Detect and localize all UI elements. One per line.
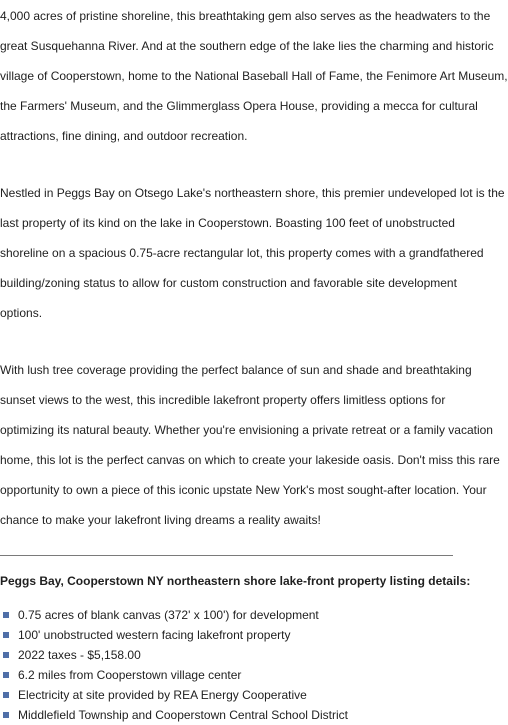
list-item-text: 100' unobstructed western facing lakefront property	[18, 627, 291, 642]
text-line: shoreline on a spacious 0.75-acre rectangular lot, this property comes with a grandfathered	[0, 246, 484, 260]
text-line: home, this lot is the perfect canvas on which to create your lakeside oasis. Don't miss this rare	[0, 453, 500, 467]
description-paragraph-1	[0, 0, 508, 159]
list-item	[0, 645, 453, 665]
text-line: With lush tree coverage providing the perfect balance of sun and shade and breathtaking	[0, 363, 472, 377]
list-item	[0, 665, 453, 685]
text-line: Nestled in Peggs Bay on Otsego Lake's northeastern shore, this premier undeveloped lot is the	[0, 186, 505, 200]
text-line: sunset views to the west, this incredible lakefront property offers limitless options for	[0, 393, 446, 407]
square-bullet-icon	[3, 692, 9, 698]
list-item-text: 6.2 miles from Cooperstown village center	[18, 667, 242, 682]
list-item	[0, 605, 453, 625]
text-line: options.	[0, 306, 43, 320]
description-paragraph-2	[0, 171, 505, 336]
text-line: great Susquehanna River. And at the southern edge of the lake lies the charming and historic	[0, 39, 494, 53]
description-paragraph-3	[0, 348, 500, 543]
list-item-text: 2022 taxes - $5,158.00	[18, 647, 141, 662]
square-bullet-icon	[3, 652, 9, 658]
square-bullet-icon	[3, 632, 9, 638]
list-item-text: Middlefield Township and Cooperstown Central School District	[18, 707, 348, 722]
square-bullet-icon	[3, 712, 9, 718]
text-line: attractions, fine dining, and outdoor recreation.	[0, 129, 248, 143]
list-item	[0, 685, 453, 705]
list-item	[0, 705, 453, 725]
text-line: optimizing its natural beauty. Whether you're envisioning a private retreat or a family vacation	[0, 423, 493, 437]
list-item	[0, 625, 453, 645]
details-list	[0, 605, 453, 725]
text-line: the Farmers' Museum, and the Glimmerglass Opera House, providing a mecca for cultural	[0, 99, 478, 113]
text-line: chance to make your lakefront living dreams a reality awaits!	[0, 513, 321, 527]
square-bullet-icon	[3, 612, 9, 618]
list-item-text: 0.75 acres of blank canvas (372' x 100') for development	[18, 607, 319, 622]
square-bullet-icon	[3, 672, 9, 678]
text-line: 4,000 acres of pristine shoreline, this breathtaking gem also serves as the headwaters to the	[0, 9, 491, 23]
list-item-text: Electricity at site provided by REA Energy Cooperative	[18, 687, 307, 702]
section-divider	[0, 555, 453, 556]
text-line: village of Cooperstown, home to the National Baseball Hall of Fame, the Fenimore Art Museum,	[0, 69, 508, 83]
text-line: opportunity to own a piece of this iconic upstate New York's most sought-after location. Your	[0, 483, 487, 497]
text-line: building/zoning status to allow for custom construction and favorable site development	[0, 276, 457, 290]
details-heading: Peggs Bay, Cooperstown NY northeastern shore lake-front property listing details:	[0, 574, 471, 588]
text-line: last property of its kind on the lake in Cooperstown. Boasting 100 feet of unobstructed	[0, 216, 455, 230]
